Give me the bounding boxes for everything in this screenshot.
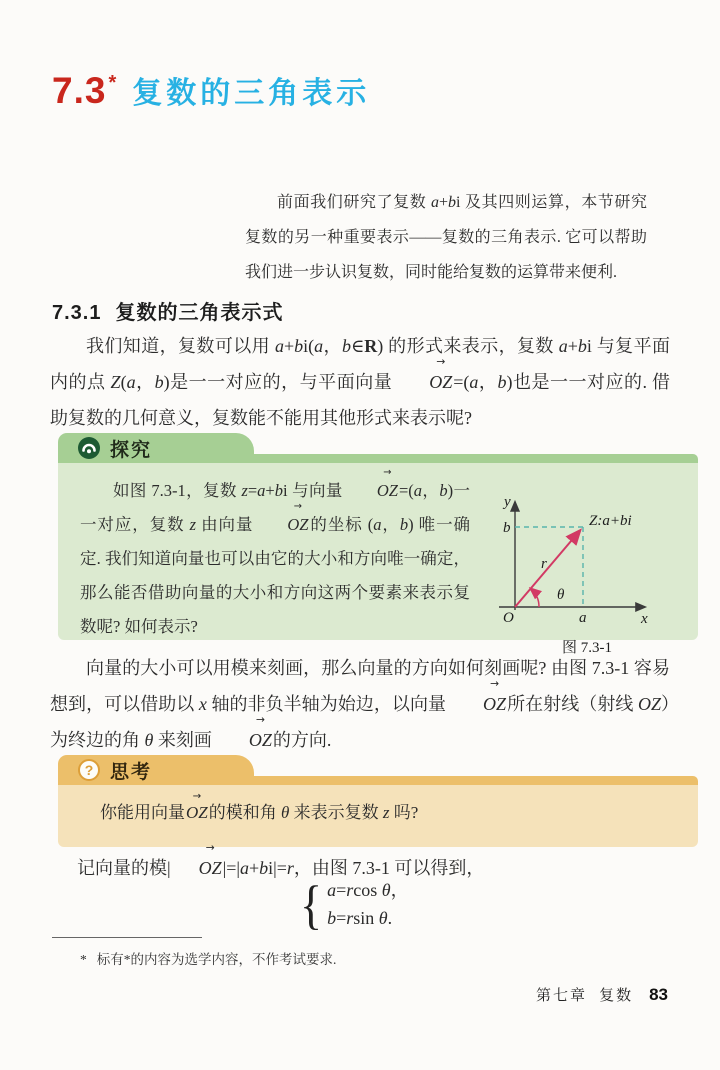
footnote-marker: * <box>80 952 87 967</box>
section-number-7-3: 7.3 <box>52 70 107 111</box>
think-tab-row <box>58 755 698 785</box>
theta-label: θ <box>557 587 565 603</box>
equation-line-2: b=rsin θ. <box>327 908 393 928</box>
think-box <box>58 755 698 847</box>
explore-text: 如图 7.3-1，复数 z=a+bi 与向量 → OZ=(a，b)一一对应，复数 z 由向量 → OZ的坐标 (a，b) 唯一确定. 我们知道向量也可以由它的大小和方向唯一确定，那么能否借助向量的大小和方向这两个要素来表示复数呢? 如何表示? <box>80 466 471 636</box>
a-label: a <box>579 610 587 626</box>
think-text: 你能用向量 → OZ的模和角 θ 来表示复数 z 吗? <box>100 790 419 822</box>
paragraph-direction: 向量的大小可以用模来刻画，那么向量的方向如何刻画呢? 由图 7.3-1 容易想到，可以借助以 x 轴的非负半轴为始边，以向量 → OZ所在射线（射线 OZ）为终边的角 θ 来刻画 → OZ的方向. <box>50 658 671 750</box>
think-label: 思考 <box>110 761 153 783</box>
footer-subject: 复数 <box>599 987 634 1004</box>
figure-7-3-1-svg <box>495 492 680 665</box>
think-body <box>58 785 698 847</box>
origin-label: O <box>503 610 514 626</box>
figure-caption: 图 7.3-1 <box>562 640 612 656</box>
y-axis-label: y <box>504 494 511 510</box>
paragraph-complex-forms: 我们知道，复数可以用 a+bi(a，b∈R) 的形式来表示，复数 a+bi 与复平面内的点 Z(a，b)是一一对应的，与平面向量 → OZ=(a，b)也是一一对应的. 借助复数的几何意义，复数能不能用其他形式来表示呢? <box>50 336 671 428</box>
equation-system <box>300 873 409 935</box>
subsection-title: 复数的三角表示式 <box>115 302 284 324</box>
page-footer <box>536 984 668 1005</box>
r-label: r <box>541 556 547 572</box>
paragraph-modulus: 记向量的模| → OZ|=|a+bi|=r，由图 7.3-1 可以得到， <box>77 841 485 878</box>
cases-brace: { <box>300 873 323 935</box>
page-title-text: 复数的三角表示 <box>132 77 371 110</box>
explore-tab <box>58 433 254 463</box>
explore-icon <box>78 437 100 459</box>
explore-tab-strip <box>254 454 698 463</box>
footnote <box>80 948 336 968</box>
equation-lines <box>327 876 409 932</box>
subsection-heading <box>52 296 283 325</box>
explore-box <box>58 433 698 656</box>
footnote-divider <box>52 937 202 938</box>
intro-paragraph: 前面我们研究了复数 a+bi 及其四则运算，本节研究复数的另一种重要表示——复数的三角表示. 它可以帮助我们进一步认识复数，同时能给复数的运算带来便利. <box>245 194 647 281</box>
footnote-text: 标有*的内容为选学内容，不作考试要求. <box>96 952 337 967</box>
explore-tab-row <box>58 433 698 463</box>
footer-chapter: 第七章 <box>536 987 588 1004</box>
angle-arc <box>531 589 540 608</box>
b-label: b <box>503 520 511 536</box>
question-icon: ? <box>78 759 100 781</box>
optional-star: * <box>108 72 117 94</box>
figure-7-3-1 <box>495 492 680 665</box>
think-tab <box>58 755 254 785</box>
page-number: 83 <box>649 985 668 1004</box>
page-title <box>52 68 370 112</box>
subsection-number: 7.3.1 <box>52 302 102 324</box>
explore-body <box>58 463 698 656</box>
vector-oz <box>515 531 580 608</box>
explore-label: 探究 <box>110 439 153 461</box>
equation-line-1: a=rcos θ， <box>327 880 409 900</box>
think-tab-strip <box>254 776 698 785</box>
z-point-label: Z:a+bi <box>589 513 632 529</box>
x-axis-label: x <box>641 611 648 627</box>
